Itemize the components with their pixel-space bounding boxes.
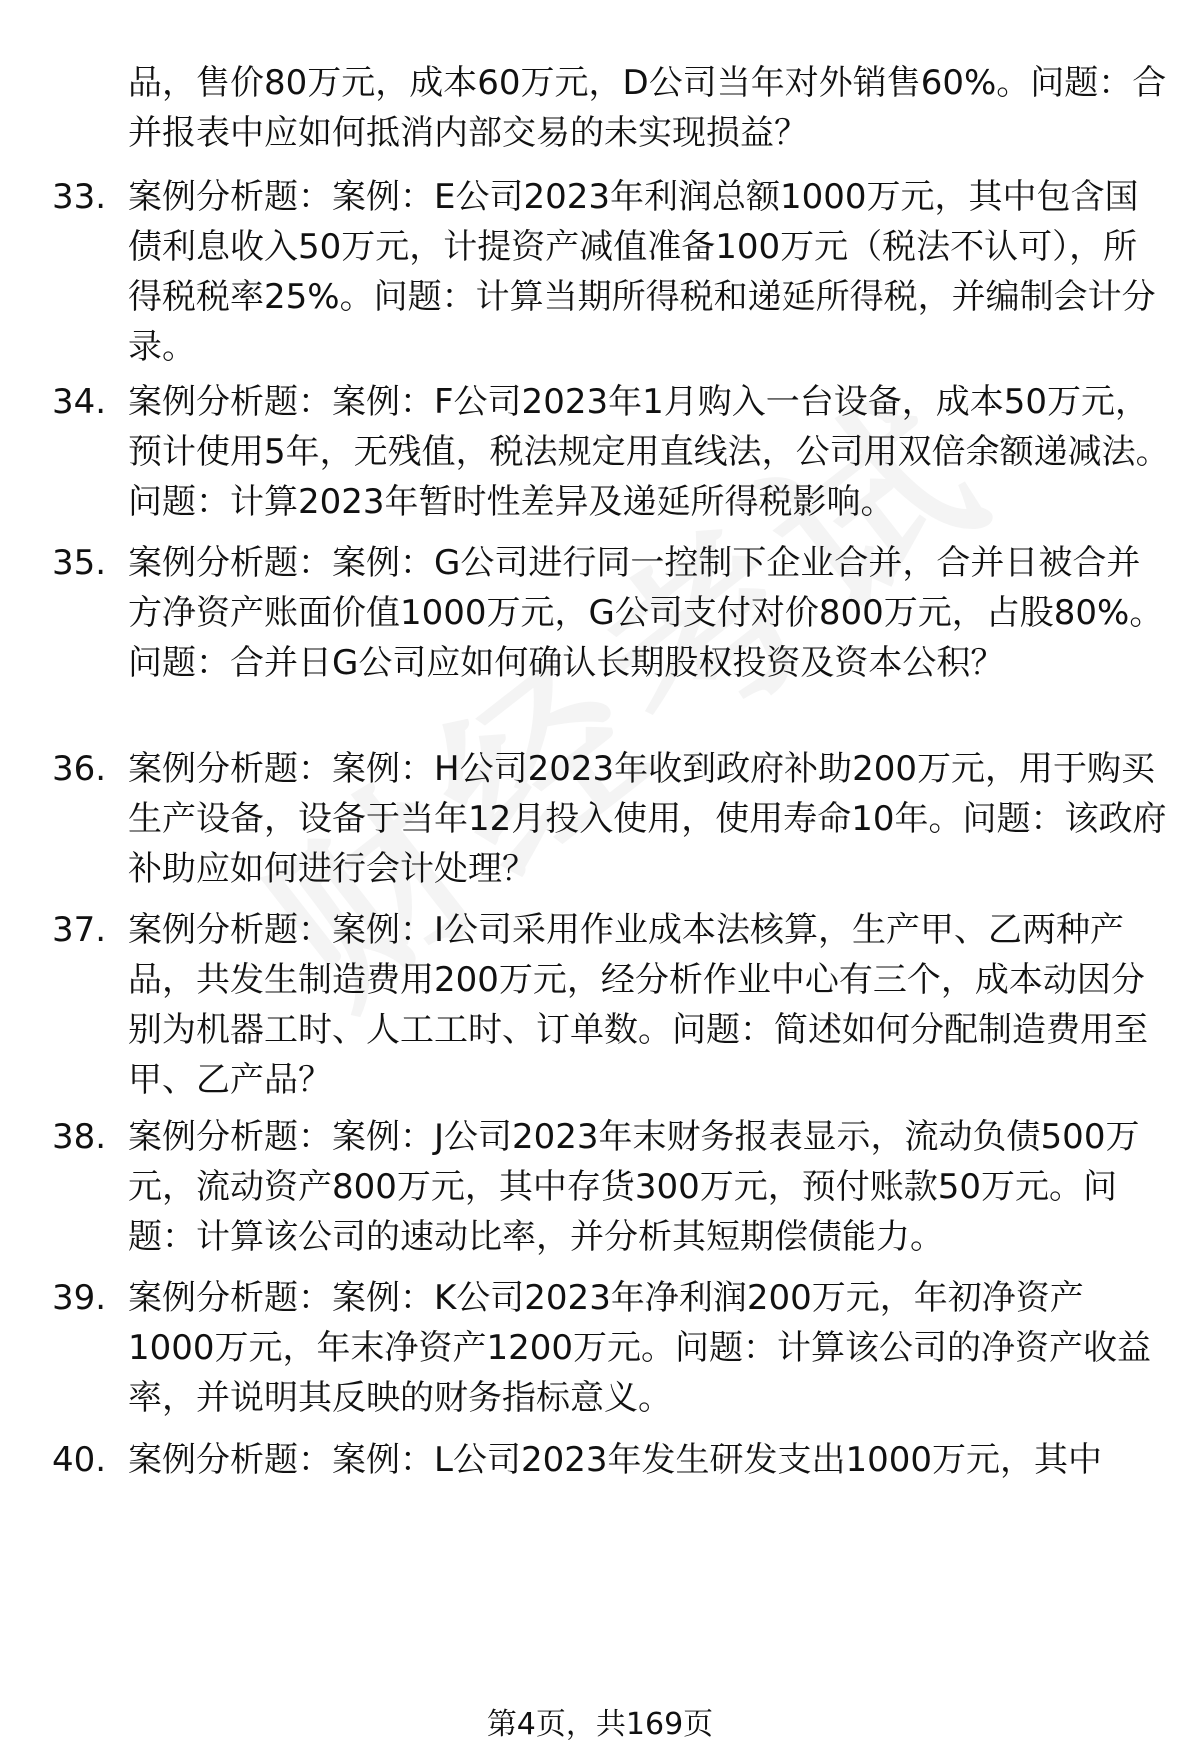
question-38: [52, 1112, 1170, 1262]
question-text: 案例分析题：案例：J公司2023年末财务报表显示，流动负债500万元，流动资产800万元，其中存货300万元，预付账款50万元。问题：计算该公司的速动比率，并分析其短期偿债能力。: [128, 1117, 1140, 1257]
question-40: [52, 1435, 1170, 1485]
question-text: 案例分析题：案例：F公司2023年1月购入一台设备，成本50万元，预计使用5年，无残值，税法规定用直线法，公司用双倍余额递减法。问题：计算2023年暂时性差异及递延所得税影响。: [128, 382, 1170, 522]
question-text: 案例分析题：案例：K公司2023年净利润200万元，年初净资产1000万元，年末净资产1200万元。问题：计算该公司的净资产收益率，并说明其反映的财务指标意义。: [128, 1278, 1152, 1418]
question-number: 38.: [52, 1117, 107, 1157]
question-37: [52, 905, 1170, 1105]
question-34: [52, 377, 1170, 527]
question-continuation: 品，售价80万元，成本60万元，D公司当年对外销售60%。问题：合并报表中应如何抵消内部交易的未实现损益？: [128, 63, 1167, 153]
question-text: 案例分析题：案例：G公司进行同一控制下企业合并，合并日被合并方净资产账面价值1000万元，G公司支付对价800万元，占股80%。问题：合并日G公司应如何确认长期股权投资及资本公积？: [128, 543, 1164, 683]
question-39: [52, 1273, 1170, 1423]
question-35: [52, 538, 1170, 688]
question-36: [52, 744, 1170, 894]
question-text: 案例分析题：案例：H公司2023年收到政府补助200万元，用于购买生产设备，设备于当年12月投入使用，使用寿命10年。问题：该政府补助应如何进行会计处理？: [128, 749, 1167, 889]
question-number: 34.: [52, 382, 107, 422]
question-number: 39.: [52, 1278, 107, 1318]
page-footer: 第4页，共169页: [486, 1707, 714, 1742]
question-text: 案例分析题：案例：L公司2023年发生研发支出1000万元，其中: [128, 1440, 1102, 1480]
question-33: [52, 172, 1170, 372]
question-text: 案例分析题：案例：E公司2023年利润总额1000万元，其中包含国债利息收入50万元，计提资产减值准备100万元（税法不认可），所得税税率25%。问题：计算当期所得税和递延所得税，并编制会计分录。: [128, 177, 1156, 367]
question-text: 案例分析题：案例：I公司采用作业成本法核算，生产甲、乙两种产品，共发生制造费用200万元，经分析作业中心有三个，成本动因分别为机器工时、人工工时、订单数。问题：简述如何分配制造费用至甲、乙产品？: [128, 910, 1148, 1100]
question-number: 36.: [52, 749, 107, 789]
question-number: 40.: [52, 1440, 107, 1480]
question-number: 35.: [52, 543, 107, 583]
question-number: 37.: [52, 910, 107, 950]
question-number: 33.: [52, 177, 107, 217]
